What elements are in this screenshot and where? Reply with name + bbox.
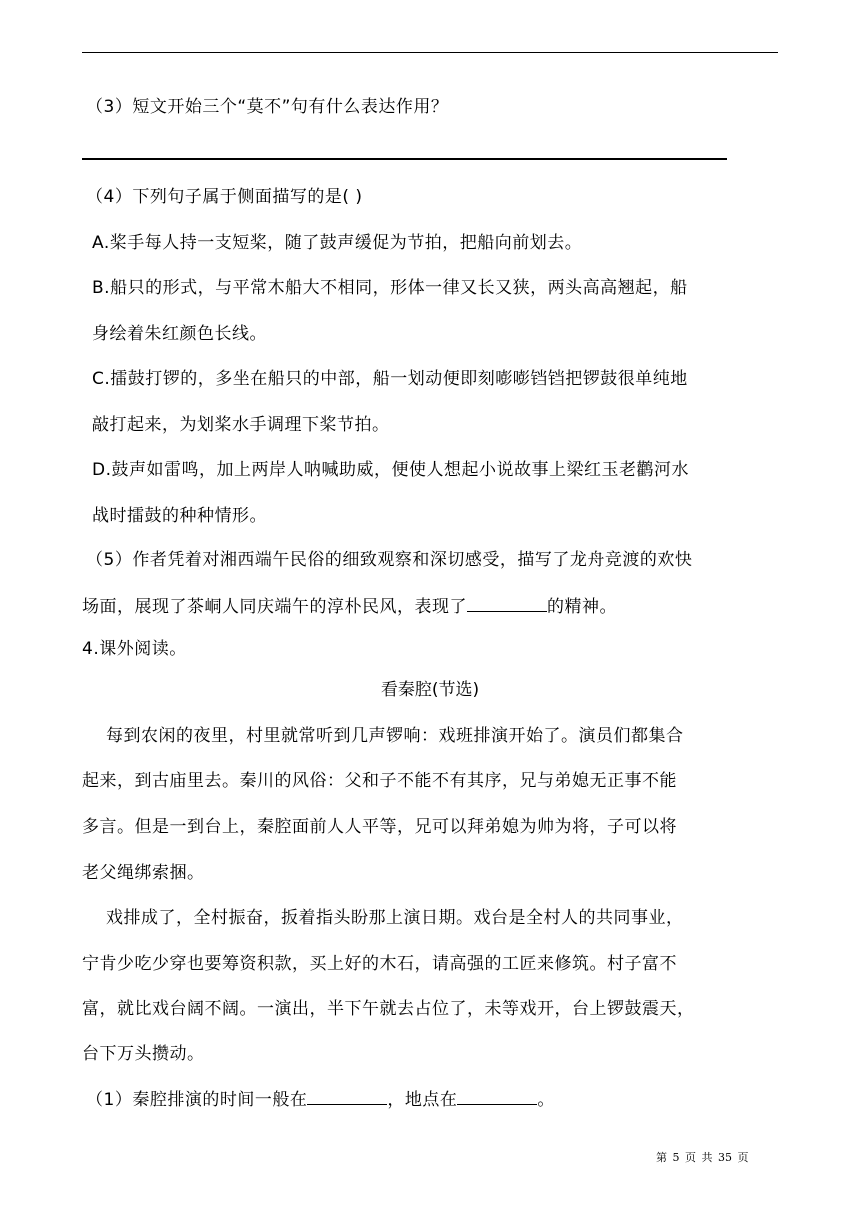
option-c-line2: 敲打起来，为划桨水手调理下桨节拍。 <box>92 415 390 435</box>
q5-text-after: 的精神。 <box>547 597 617 617</box>
footer-word-ye-2: 页 <box>737 1151 749 1164</box>
passage-p1-line2: 起来，到古庙里去。秦川的风俗：父和子不能不有其序，兄与弟媳无正事不能 <box>82 771 677 791</box>
page-footer <box>655 1151 750 1165</box>
footer-word-gong: 共 <box>701 1151 713 1164</box>
blank-q5 <box>467 593 547 612</box>
option-c-line1: C.擂鼓打锣的，多坐在船只的中部，船一划动便即刻嘭嘭铛铛把锣鼓很单纯地 <box>92 369 688 389</box>
option-a: A.桨手每人持一支短桨，随了鼓声缓促为节拍，把船向前划去。 <box>92 233 583 253</box>
section-4-heading: 4.课外阅读。 <box>82 639 187 659</box>
option-b-line1: B.船只的形式，与平常木船大不相同，形体一律又长又狭，两头高高翘起，船 <box>92 278 688 298</box>
option-d-line2: 战时擂鼓的种种情形。 <box>92 506 267 526</box>
q5-text-before: 场面，展现了茶峒人同庆端午的淳朴民风，表现了 <box>82 597 467 617</box>
passage-p2-line3: 富，就比戏台阔不阔。一演出，半下午就去占位了，未等戏开，台上锣鼓震天， <box>82 999 695 1019</box>
footer-total-pages: 35 <box>718 1151 732 1164</box>
q4-1-text-b: ，地点在 <box>387 1090 458 1110</box>
blank-time <box>307 1086 387 1105</box>
header-rule <box>82 52 778 53</box>
q4-1-text-c: 。 <box>537 1090 555 1110</box>
passage-p1-line4: 老父绳绑索捆。 <box>82 863 205 883</box>
option-d-line1: D.鼓声如雷鸣，加上两岸人呐喊助威，便使人想起小说故事上梁红玉老鹳河水 <box>92 460 689 480</box>
question-3: （3）短文开始三个“莫不”句有什么表达作用？ <box>86 97 449 117</box>
passage-p2-line1: 戏排成了，全村振奋，扳着指头盼那上演日期。戏台是全村人的共同事业， <box>106 908 684 928</box>
question-4-1 <box>86 1086 555 1112</box>
passage-p1-line1: 每到农闲的夜里，村里就常听到几声锣响：戏班排演开始了。演员们都集合 <box>106 726 684 746</box>
footer-page-number: 5 <box>672 1151 680 1164</box>
question-4-stem: （4）下列句子属于侧面描写的是( ) <box>86 187 363 207</box>
option-b-line2: 身绘着朱红颜色长线。 <box>92 324 267 344</box>
blank-place <box>457 1086 537 1105</box>
answer-line-q3 <box>82 158 727 160</box>
question-5-line2 <box>82 593 617 619</box>
q4-1-text-a: （1）秦腔排演的时间一般在 <box>86 1090 308 1110</box>
question-5-line1: （5）作者凭着对湘西端午民俗的细致观察和深切感受，描写了龙舟竞渡的欢快 <box>86 550 693 570</box>
passage-p2-line4: 台下万头攒动。 <box>82 1044 205 1064</box>
passage-p1-line3: 多言。但是一到台上，秦腔面前人人平等，兄可以拜弟媳为帅为将，子可以将 <box>82 817 677 837</box>
footer-word-ye: 页 <box>685 1151 696 1164</box>
passage-p2-line2: 宁肯少吃少穿也要筹资积款，买上好的木石，请高强的工匠来修筑。村子富不 <box>82 954 677 974</box>
footer-word-di: 第 <box>656 1151 667 1164</box>
passage-title: 看秦腔(节选) <box>380 680 480 700</box>
